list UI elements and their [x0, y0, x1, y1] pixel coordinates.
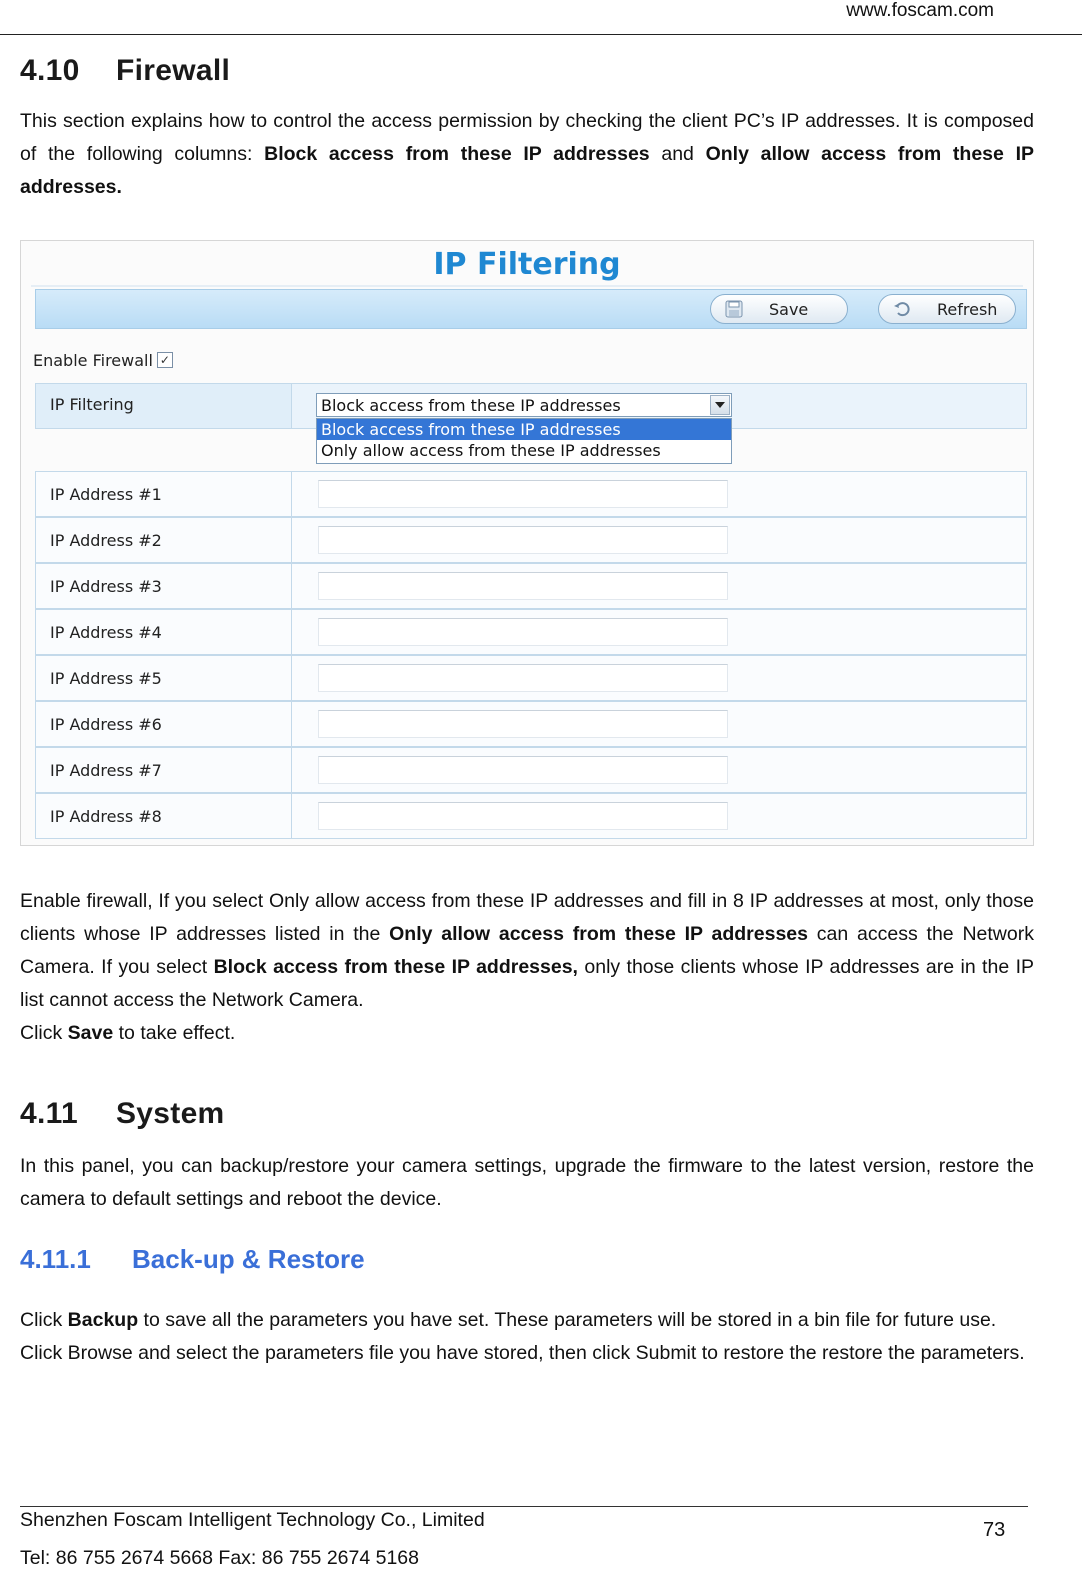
refresh-button[interactable] [878, 294, 1016, 324]
section-heading-firewall [20, 54, 230, 88]
section-title: Firewall [116, 54, 231, 87]
subsection-number: 4.11.1 [20, 1244, 91, 1274]
ip-address-label: IP Address #2 [36, 518, 292, 562]
firewall-description [20, 885, 1034, 1050]
system-intro-text: In this panel, you can backup/restore your camera settings, upgrade the firmware to the latest version, restore the camera to default settings and reboot the device. [20, 1155, 1034, 1210]
ip-address-label: IP Address #4 [36, 610, 292, 654]
ip-address-label: IP Address #5 [36, 656, 292, 700]
backup-text-part: to save all the parameters you have set. These parameters will be stored in a bin file for future use. [138, 1309, 997, 1331]
ip-address-input[interactable] [318, 664, 728, 692]
refresh-icon [893, 300, 911, 318]
desc-bold-block: Block access from these IP addresses, [213, 956, 578, 978]
intro-and: and [649, 143, 706, 165]
page-number: 73 [983, 1519, 1006, 1541]
firewall-intro [20, 105, 1034, 204]
ip-address-row [35, 471, 1027, 517]
select-value: Block access from these IP addresses [321, 396, 621, 415]
ip-address-row [35, 655, 1027, 701]
ip-address-input[interactable] [318, 756, 728, 784]
click-text: to take effect. [113, 1022, 236, 1044]
ip-address-label: IP Address #7 [36, 748, 292, 792]
ip-filtering-title: IP Filtering [433, 247, 621, 282]
ip-address-input[interactable] [318, 710, 728, 738]
option-allow[interactable]: Only allow access from these IP addresses [321, 441, 661, 460]
click-bold-save: Save [67, 1022, 114, 1044]
save-label: Save [769, 300, 809, 319]
ip-address-input[interactable] [318, 480, 728, 508]
system-intro [20, 1150, 1034, 1216]
save-button[interactable] [710, 294, 848, 324]
ip-filtering-label: IP Filtering [36, 384, 292, 428]
header-divider [0, 34, 1082, 35]
save-icon [725, 300, 743, 318]
desc-text: only those clients whose IP addresses are in the IP list cannot access the Network Camera. [20, 956, 1034, 1011]
ip-address-row [35, 747, 1027, 793]
refresh-label: Refresh [937, 300, 998, 319]
toolbar [35, 289, 1027, 329]
intro-text: This section explains how to control the access permission by checking the client PC’s IP addresses. It is composed of the following columns: [20, 110, 1034, 165]
ip-filtering-screenshot [20, 240, 1034, 846]
dropdown-arrow[interactable] [710, 395, 730, 415]
ip-filtering-select[interactable] [316, 393, 732, 417]
subsection-title: Back-up & Restore [132, 1244, 365, 1274]
ip-address-row [35, 793, 1027, 839]
section-title: System [116, 1097, 225, 1130]
ip-address-input[interactable] [318, 526, 728, 554]
ip-address-label: IP Address #3 [36, 564, 292, 608]
desc-bold-allow: Only allow access from these IP addresses [389, 923, 808, 945]
intro-bold-allow: Only allow access from these IP addresses. [20, 143, 1034, 198]
ip-address-row [35, 609, 1027, 655]
header-url: www.foscam.com [846, 0, 994, 21]
section-heading-system [20, 1097, 225, 1131]
ip-filtering-dropdown-list [316, 418, 732, 464]
title-divider [31, 285, 1023, 287]
ip-address-label: IP Address #1 [36, 472, 292, 516]
option-block[interactable]: Block access from these IP addresses [317, 419, 731, 440]
intro-bold-block: Block access from these IP addresses [264, 143, 650, 165]
ip-address-label: IP Address #6 [36, 702, 292, 746]
click-text: Click [20, 1022, 68, 1044]
chevron-down-icon [715, 402, 725, 408]
ip-address-input[interactable] [318, 572, 728, 600]
backup-bold: Backup [67, 1309, 139, 1331]
section-number: 4.10 [20, 54, 80, 87]
restore-text: Click Browse and select the parameters file you have stored, then click Submit to restore the restore the parameters. [20, 1342, 1025, 1364]
footer-contact: Tel: 86 755 2674 5668 Fax: 86 755 2674 5168 [20, 1547, 419, 1569]
enable-firewall [33, 351, 173, 370]
enable-firewall-label: Enable Firewall [33, 351, 153, 370]
desc-text: Enable firewall, If you select Only allow access from these IP addresses and fill in 8 IP addresses at most, only those clients whose IP addresses listed in the [20, 890, 1034, 945]
footer-company: Shenzhen Foscam Intelligent Technology Co., Limited [20, 1509, 485, 1531]
desc-text: can access the Network Camera. If you select [20, 923, 1034, 978]
ip-address-input[interactable] [318, 802, 728, 830]
ip-address-row [35, 701, 1027, 747]
backup-text [20, 1304, 1034, 1370]
ip-address-row [35, 563, 1027, 609]
footer-divider [20, 1506, 1028, 1507]
ip-address-row [35, 517, 1027, 563]
ip-address-label: IP Address #8 [36, 794, 292, 838]
backup-text-part: Click [20, 1309, 68, 1331]
section-number: 4.11 [20, 1097, 78, 1130]
ip-address-input[interactable] [318, 618, 728, 646]
subsection-heading-backup [20, 1244, 365, 1275]
enable-firewall-checkbox[interactable]: ✓ [157, 352, 173, 368]
